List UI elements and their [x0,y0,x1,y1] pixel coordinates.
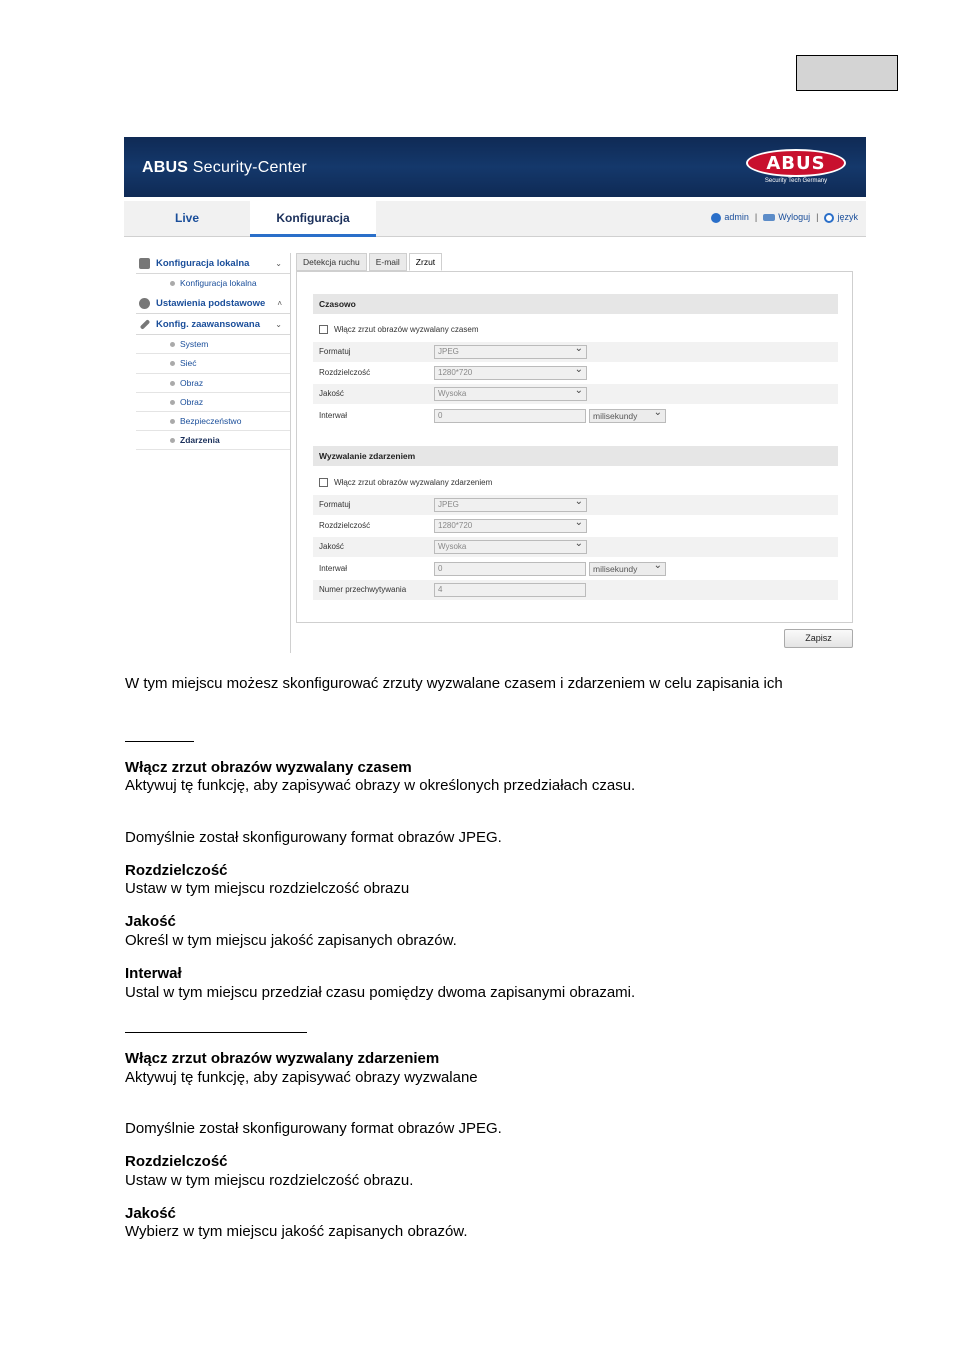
event-quality-row: Jakość Wysoka ⌄ [313,537,838,557]
section-1-resolution-title: Rozdzielczość [125,862,228,879]
timed-enable-row: Włącz zrzut obrazów wyzwalany czasem [313,320,838,340]
timed-enable-checkbox[interactable] [319,325,328,334]
chevron-up-icon: ˄ [277,299,282,309]
event-resolution-row: Rozdzielczość 1280*720 ⌄ [313,516,838,536]
logout-link[interactable]: Wyloguj [763,212,810,222]
event-capture-row: Numer przechwytywania 4 [313,580,838,600]
timed-quality-row: Jakość Wysoka ⌄ [313,384,838,404]
sidebar-item-konfiguracja-lokalna[interactable]: Konfiguracja lokalna [136,274,290,293]
section-1-resolution-text: Ustaw w tym miejscu rozdzielczość obrazu [125,880,410,897]
section-1-quality-title: Jakość [125,913,176,930]
timed-resolution-row: Rozdzielczość 1280*720 ⌄ [313,363,838,383]
sidebar-group-advanced[interactable]: Konfig. zaawansowana ⌄ [136,314,290,335]
bullet-icon [170,438,175,443]
timed-interval-input[interactable]: 0 [434,409,586,423]
sidebar [136,253,290,450]
event-format-select[interactable]: JPEG ⌄ [434,498,587,512]
tab-detekcja-ruchu[interactable]: Detekcja ruchu [296,253,367,271]
tab-live[interactable]: Live [174,211,199,225]
monitor-icon [139,258,150,269]
event-capture-input[interactable]: 4 [434,583,586,597]
section-1-title: Włącz zrzut obrazów wyzwalany czasem [125,759,412,776]
intro-text: W tym miejscu możesz skonfigurować zrzuty wyzwalane czasem i zdarzeniem w celu zapisania ich [125,675,783,692]
user-link[interactable]: admin [711,212,749,223]
event-format-row: Formatuj JPEG ⌄ [313,495,838,515]
event-quality-select[interactable]: Wysoka ⌄ [434,540,587,554]
sidebar-group-local[interactable]: Konfiguracja lokalna ⌄ [136,253,290,274]
event-enable-checkbox[interactable] [319,478,328,487]
sidebar-item-system[interactable]: System [136,335,290,354]
top-navbar [124,201,866,237]
timed-format-select[interactable]: JPEG ⌄ [434,345,587,359]
section-1-format: Domyślnie został skonfigurowany format obrazów JPEG. [125,829,502,846]
sidebar-item-zdarzenia[interactable]: Zdarzenia [136,431,290,450]
gear-icon [139,298,150,309]
bullet-icon [170,381,175,386]
event-enable-row: Włącz zrzut obrazów wyzwalany zdarzeniem [313,473,838,493]
bullet-icon [170,419,175,424]
wrench-icon [140,319,151,330]
bullet-icon [170,281,175,286]
event-interval-row: Interwał 0 milisekundy ⌄ [313,559,838,579]
section-1-quality-text: Określ w tym miejscu jakość zapisanych obrazów. [125,932,457,949]
section-1-text: Aktywuj tę funkcję, aby zapisywać obrazy w określonych przedziałach czasu. [125,777,636,794]
sidebar-item-bezpieczenstwo[interactable]: Bezpieczeństwo [136,412,290,431]
app-title: ABUS Security-Center [142,159,307,176]
event-tabs [296,253,444,271]
section-2-quality-title: Jakość [125,1205,176,1222]
event-resolution-select[interactable]: 1280*720 ⌄ [434,519,587,533]
timed-resolution-select[interactable]: 1280*720 ⌄ [434,366,587,380]
section-2-quality-text: Wybierz w tym miejscu jakość zapisanych obrazów. [125,1223,468,1240]
event-interval-unit-select[interactable]: milisekundy ⌄ [589,562,666,576]
sidebar-item-siec[interactable]: Sieć [136,354,290,373]
section-2-text: Aktywuj tę funkcję, aby zapisywać obrazy wyzwalane [125,1069,478,1086]
separator: | [816,212,819,223]
section-heading-czasowo: Czasowo [313,294,838,314]
globe-icon [824,213,834,223]
language-link[interactable]: język [824,212,858,223]
timed-interval-unit-select[interactable]: milisekundy ⌄ [589,409,666,423]
bullet-icon [170,342,175,347]
settings-panel [296,271,853,623]
section-1-interval-title: Interwał [125,965,182,982]
section-2-title: Włącz zrzut obrazów wyzwalany zdarzeniem [125,1050,440,1067]
divider [290,253,291,653]
tab-zrzut[interactable]: Zrzut [409,253,442,271]
timed-quality-select[interactable]: Wysoka ⌄ [434,387,587,401]
timed-interval-row: Interwał 0 milisekundy ⌄ [313,406,838,426]
timed-format-row: Formatuj JPEG ⌄ [313,342,838,362]
section-heading-wyzwalanie: Wyzwalanie zdarzeniem [313,446,838,466]
heading-rule [125,741,194,742]
language-box [796,55,898,91]
logout-icon [763,214,775,221]
bullet-icon [170,361,175,366]
sidebar-item-obraz-2[interactable]: Obraz [136,393,290,412]
header-banner [124,137,866,197]
sidebar-group-basic[interactable]: Ustawienia podstawowe ˄ [136,293,290,314]
save-button[interactable]: Zapisz [784,629,853,648]
chevron-down-icon: ⌄ [275,259,282,268]
user-menu [711,212,858,223]
tab-email[interactable]: E-mail [369,253,407,271]
section-2-resolution-title: Rozdzielczość [125,1153,228,1170]
separator: | [754,212,758,223]
sidebar-item-obraz[interactable]: Obraz [136,374,290,393]
chevron-down-icon: ⌄ [275,320,282,330]
event-interval-input[interactable]: 0 [434,562,586,576]
heading-rule-2 [125,1032,307,1033]
section-2-format: Domyślnie został skonfigurowany format obrazów JPEG. [125,1120,502,1137]
tab-konfiguracja[interactable]: Konfiguracja [250,201,376,237]
section-2-resolution-text: Ustaw w tym miejscu rozdzielczość obrazu. [125,1172,414,1189]
config-screenshot [124,137,866,657]
section-1-interval-text: Ustal w tym miejscu przedział czasu pomiędzy dwoma zapisanymi obrazami. [125,984,636,1001]
user-icon [711,213,721,223]
logo-subtitle: Security Tech Germany [764,178,828,184]
bullet-icon [170,400,175,405]
logo-text: ABUS [766,153,826,174]
abus-logo [744,149,848,187]
